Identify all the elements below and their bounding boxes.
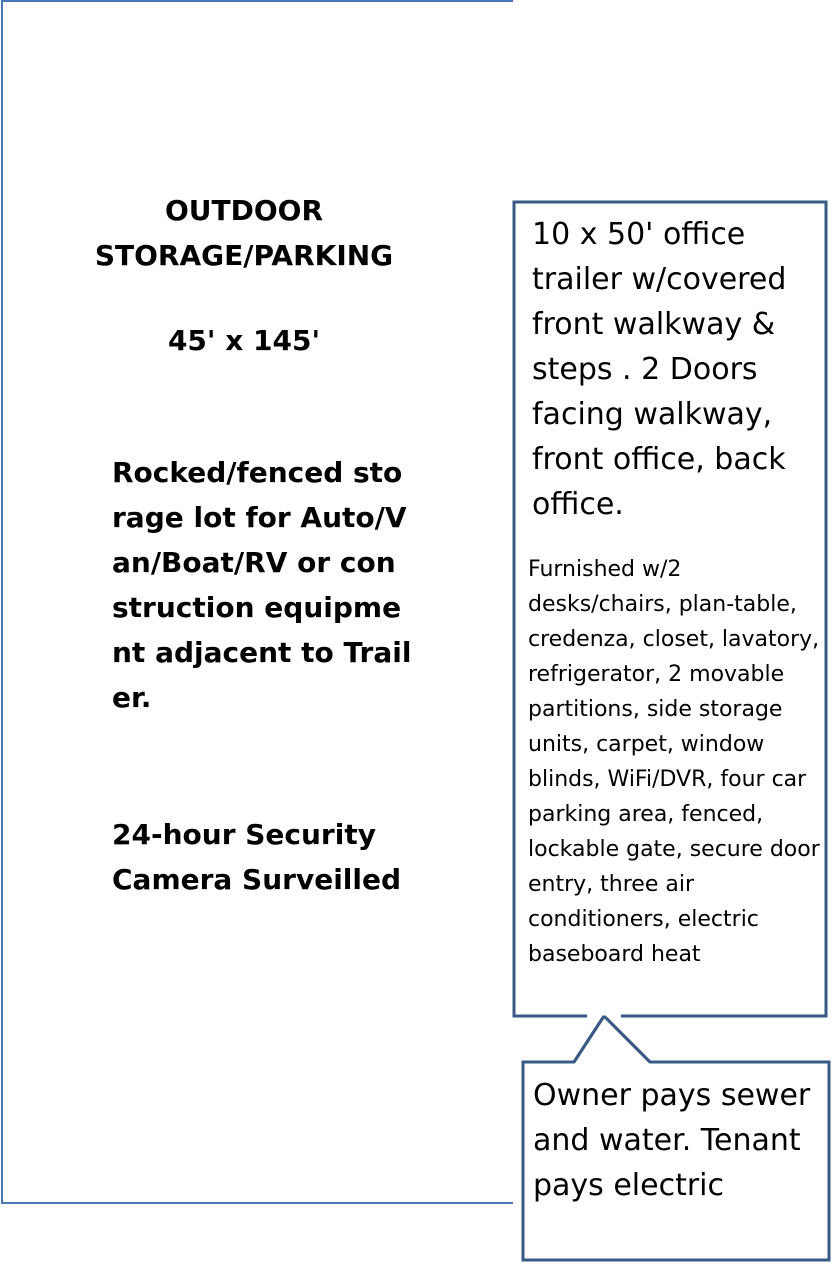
lot-title: OUTDOOR STORAGE/PARKING bbox=[94, 194, 394, 272]
trailer-details: Furnished w/2 desks/chairs, plan-table, credenza, closet, lavatory, refrigerator, 2 movable partitions, side storage units, carpet, window blinds, WiFi/DVR, four car parking area, fenced, lockable gate, secure door entry, three air conditioners, electric baseboard heat bbox=[528, 557, 820, 967]
lot-description: Rocked/fenced storage lot for Auto/Van/Boat/RV or construction equipment adjacent to Trailer. bbox=[112, 456, 412, 714]
lot-dimensions: 45' x 145' bbox=[167, 324, 321, 357]
lot-security-note: 24-hour Security Camera Surveilled bbox=[112, 818, 402, 896]
utilities-note: Owner pays sewer and water. Tenant pays electric bbox=[533, 1078, 811, 1203]
trailer-summary: 10 x 50' office trailer w/covered front walkway & steps . 2 Doors facing walkway, front office, back office. bbox=[532, 217, 787, 522]
